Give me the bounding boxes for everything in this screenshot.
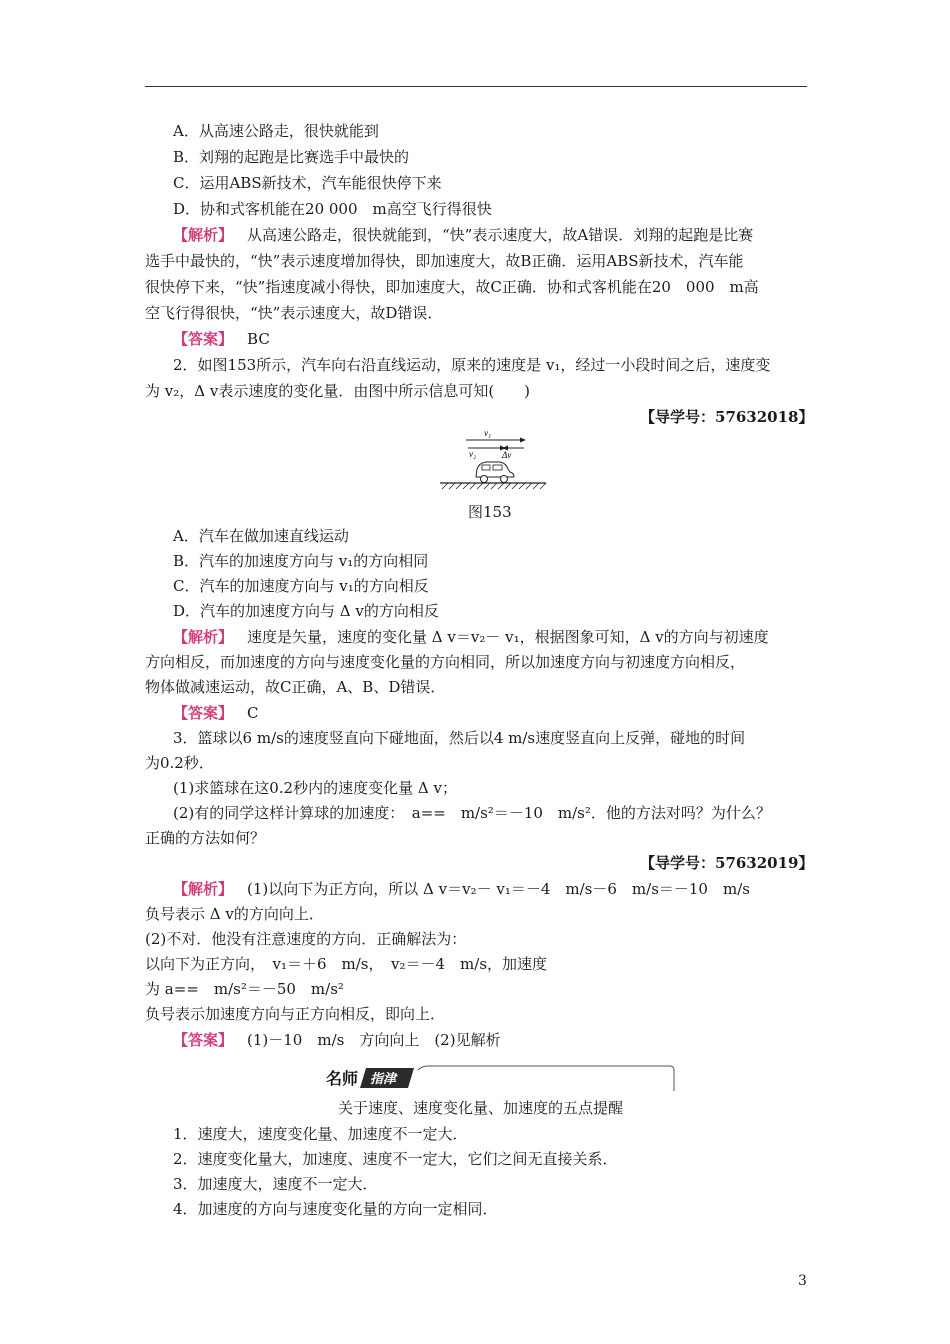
header-rule [145,86,807,87]
q3-analysis-line: 【解析】 (1)以向下为正方向，所以 Δ v＝v₂－ v₁＝－4 m/s－6 m/s＝－10 m/s [173,880,750,898]
answer-label: 【答案】 [173,704,234,722]
fig-label-v2: v₂ [469,449,477,459]
car-icon [476,462,514,483]
q3-stem: 为0.2秒． [145,754,214,772]
q2-option-b: B．汽车的加速度方向与 v₁的方向相同 [173,552,429,570]
page-number: 3 [798,1273,807,1289]
q1-option-c: C．运用ABS新技术，汽车能很快停下来 [173,174,442,192]
q2-option-d: D．汽车的加速度方向与 Δ v的方向相反 [173,602,439,620]
q3-sub1: (1)求篮球在这0.2秒内的速度变化量 Δ v； [173,779,457,797]
q1-analysis-line: 空飞行得很快，“快”表示速度大，故D错误． [145,304,443,322]
q3-answer: 【答案】 (1)－10 m/s 方向向上 (2)见解析 [173,1031,501,1049]
q1-analysis-line: 选手中最快的，“快”表示速度增加得快，即加速度大，故B正确．运用ABS新技术，汽车能 [145,252,744,270]
ground-hatching [442,483,546,489]
q1-option-b: B．刘翔的起跑是比赛选手中最快的 [173,148,410,166]
answer-label: 【答案】 [173,330,234,348]
q2-option-c: C．汽车的加速度方向与 v₁的方向相反 [173,577,429,595]
q3-analysis-line: 负号表示 Δ v的方向向上． [145,905,324,923]
q2-stem: 为 v₂，Δ v表示速度的变化量．由图中所示信息可知( ) [145,382,531,400]
fig-label-dv: Δv [502,450,512,460]
tips-item: 4．加速度的方向与速度变化量的方向一定相同． [173,1200,498,1218]
q3-analysis-line: 以向下为正方向， v₁＝＋6 m/s， v₂＝－4 m/s，加速度 [145,955,548,973]
q2-stem: 2．如图153所示，汽车向右沿直线运动，原来的速度是 v₁，经过一小段时间之后，速度变 [173,356,771,374]
q2-analysis-line: 方向相反，而加速度的方向与速度变化量的方向相同，所以加速度方向与初速度方向相反， [145,653,746,671]
analysis-label: 【解析】 [173,880,234,898]
tips-header [318,1064,676,1092]
q3-sub2: (2)有的同学这样计算球的加速度： a== m/s²＝－10 m/s²．他的方法对吗？为什么？ [173,804,771,822]
tips-title: 关于速度、速度变化量、加速度的五点提醒 [338,1099,624,1117]
q2-guide-number: 【导学号：57632018】 [640,408,814,426]
q3-sub2-cont: 正确的方法如何？ [145,829,266,847]
q2-analysis-line: 【解析】 速度是矢量，速度的变化量 Δ v＝v₂－ v₁，根据图象可知，Δ v的方向与初速度 [173,628,769,646]
q1-analysis-line: 【解析】 从高速公路走，很快就能到，“快”表示速度大，故A错误．刘翔的起跑是比赛 [173,226,754,244]
q1-analysis-line: 很快停下来，“快”指速度减小得快，即加速度大，故C正确．协和式客机能在20 000 m高 [145,278,759,296]
q2-answer: 【答案】 C [173,704,259,722]
tips-badge-right: 指津 [370,1072,397,1087]
q3-analysis-line: 负号表示加速度方向与正方向相反，即向上． [145,1005,446,1023]
q2-option-a: A．汽车在做加速直线运动 [173,527,349,545]
tips-item: 1．速度大，速度变化量、加速度不一定大． [173,1125,468,1143]
q3-stem: 3．篮球以6 m/s的速度竖直向下碰地面，然后以4 m/s速度竖直向上反弹，碰地的时间 [173,729,746,747]
answer-label: 【答案】 [173,1031,234,1049]
q3-analysis-line: 为 a== m/s²＝－50 m/s² [145,980,344,998]
q1-option-d: D．协和式客机能在20 000 m高空飞行得很快 [173,200,492,218]
analysis-label: 【解析】 [173,226,234,244]
analysis-label: 【解析】 [173,628,234,646]
fig-label-v1: v₁ [484,428,492,438]
tips-item: 2．速度变化量大，加速度、速度不一定大，它们之间无直接关系． [173,1150,618,1168]
q3-analysis-line: (2)不对．他没有注意速度的方向．正确解法为： [145,930,467,948]
q1-option-a: A．从高速公路走，很快就能到 [173,122,379,140]
car-velocity-figure [436,425,548,497]
q3-guide-number: 【导学号：57632019】 [640,854,814,872]
tips-item: 3．加速度大，速度不一定大． [173,1175,378,1193]
q1-answer: 【答案】 BC [173,330,270,348]
figure-caption: 图153 [468,503,512,521]
q2-analysis-line: 物体做减速运动，故C正确，A、B、D错误． [145,678,446,696]
tips-badge-left: 名师 [326,1069,359,1088]
